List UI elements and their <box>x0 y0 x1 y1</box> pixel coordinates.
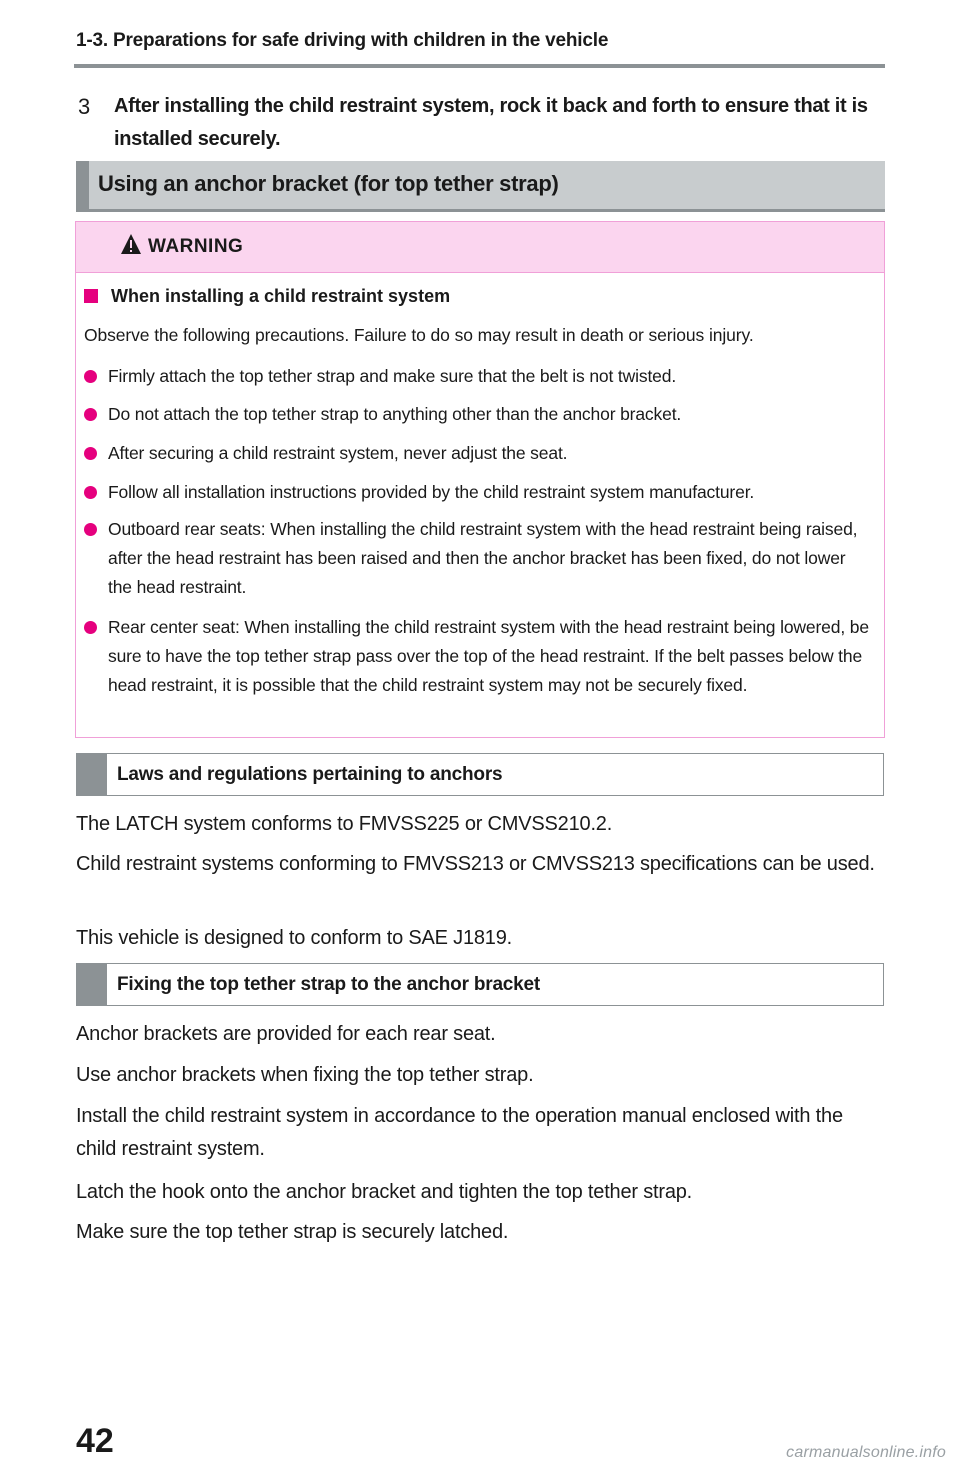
warning-subheading-text: When installing a child restraint system <box>111 286 451 306</box>
fixing-paragraph: Make sure the top tether strap is securely latched. <box>76 1221 509 1243</box>
warning-bullet <box>84 478 874 507</box>
bullet-dot-icon <box>84 370 97 383</box>
bullet-dot-icon <box>84 408 97 421</box>
warning-bullet <box>84 400 874 429</box>
warning-box <box>75 221 885 738</box>
warning-label: WARNING <box>148 236 244 257</box>
warning-bullet <box>84 515 874 602</box>
section-heading <box>76 161 885 212</box>
fixing-paragraph: Latch the hook onto the anchor bracket and tighten the top tether strap. <box>76 1181 693 1203</box>
step-text: After installing the child restraint system, rock it back and forth to ensure that it is installed securely. <box>114 95 868 150</box>
warning-bullet-text: Do not attach the top tether strap to anything other than the anchor bracket. <box>108 404 682 424</box>
laws-heading <box>76 753 884 796</box>
warning-bullet <box>84 613 874 700</box>
section-title: Using an anchor bracket (for top tether strap) <box>98 171 559 196</box>
bullet-dot-icon <box>84 486 97 499</box>
page-number: 42 <box>76 1422 114 1460</box>
header-rule <box>74 64 885 68</box>
warning-bullet-text: Rear center seat: When installing the child restraint system with the head restraint being lowered, be sure to have the top tether strap pass over the top of the head restraint. If the belt passes below the head restraint, it is possible that the child restraint system may not be securely fixed. <box>108 617 869 695</box>
warning-intro: Observe the following precautions. Failure to do so may result in death or serious injury. <box>84 325 754 345</box>
subsection-marker <box>77 964 107 1005</box>
warning-triangle-icon <box>120 233 142 255</box>
laws-paragraph: Child restraint systems conforming to FMVSS213 or CMVSS213 specifications can be used. <box>76 853 875 875</box>
warning-bullet-text: Outboard rear seats: When installing the child restraint system with the head restraint being raised, after the head restraint has been raised and then the anchor bracket has been fixed, do not lower the head restraint. <box>108 519 858 597</box>
bullet-dot-icon <box>84 621 97 634</box>
warning-bullet <box>84 439 874 468</box>
fixing-heading <box>76 963 884 1006</box>
fixing-paragraph: Install the child restraint system in accordance to the operation manual enclosed with the child restraint system. <box>76 1105 843 1160</box>
section-marker <box>76 161 89 209</box>
warning-header <box>76 222 884 273</box>
square-bullet-icon <box>84 289 98 303</box>
chapter-heading: 1-3. Preparations for safe driving with children in the vehicle <box>76 30 609 51</box>
warning-bullet-text: After securing a child restraint system, never adjust the seat. <box>108 443 568 463</box>
step-number: 3 <box>78 94 90 119</box>
fixing-paragraph: Anchor brackets are provided for each rear seat. <box>76 1023 496 1045</box>
bullet-dot-icon <box>84 523 97 536</box>
bullet-dot-icon <box>84 447 97 460</box>
warning-bullet-text: Firmly attach the top tether strap and make sure that the belt is not twisted. <box>108 366 677 386</box>
warning-bullet <box>84 362 874 391</box>
laws-paragraph: This vehicle is designed to conform to SAE J1819. <box>76 927 512 949</box>
fixing-paragraph: Use anchor brackets when fixing the top tether strap. <box>76 1064 534 1086</box>
step-3 <box>78 90 888 156</box>
laws-title: Laws and regulations pertaining to anchors <box>117 764 503 785</box>
fixing-title: Fixing the top tether strap to the anchor bracket <box>117 974 541 995</box>
warning-subheading <box>84 286 450 307</box>
subsection-marker <box>77 754 107 795</box>
warning-bullet-text: Follow all installation instructions provided by the child restraint system manufacturer. <box>108 482 755 502</box>
watermark: carmanualsonline.info <box>786 1444 946 1461</box>
laws-paragraph: The LATCH system conforms to FMVSS225 or CMVSS210.2. <box>76 813 613 835</box>
